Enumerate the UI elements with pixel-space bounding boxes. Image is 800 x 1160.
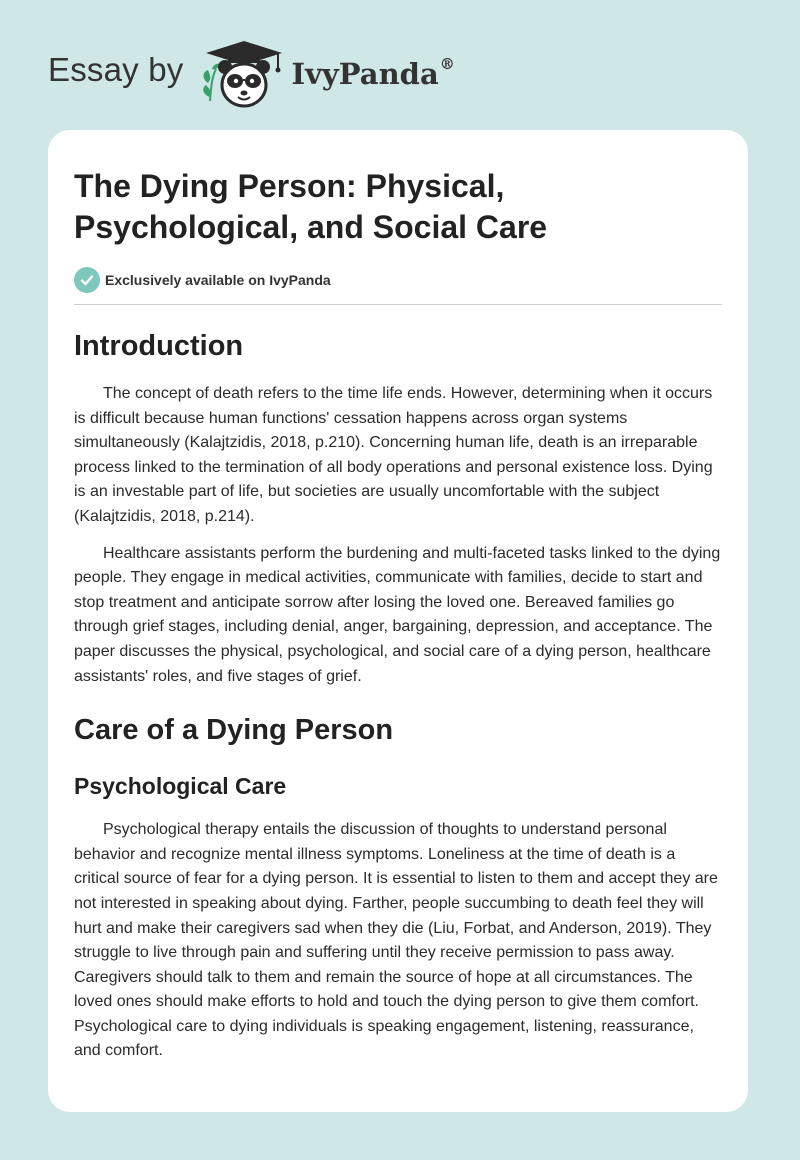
paragraph: Psychological therapy entails the discussion of thoughts to understand personal behavior and recognize mental illness symptoms. Loneliness at the time of death is a critical source of fear for a dying person. It is essential to listen to them and accept they are not interested in speaking about dying. Farther, people succumbing to death feel they will hurt and make their caregivers sad when they die (Liu, Forbat, and Anderson, 2019). They struggle to live through pain and suffering until they receive permission to pass away. Caregivers should talk to them and remain the source of hope at all circumstances. The loved ones should make efforts to hold and touch the dying person to give them comfort. Psychological care to dying individuals is speaking engagement, listening, reassurance, and comfort. bbox=[74, 821, 718, 1060]
exclusive-label: Exclusively available on IvyPanda bbox=[105, 272, 331, 288]
section-heading-introduction: Introduction bbox=[74, 330, 244, 362]
brand-name-text: IvyPanda bbox=[291, 57, 439, 91]
essay-by-label: Essay by bbox=[48, 51, 184, 88]
subsection-heading-psychological-care: Psychological Care bbox=[74, 773, 287, 800]
paragraph: The concept of death refers to the time life ends. However, determining when it occurs is difficult because human functions' cessation happens across organ systems simultaneously (Kalajtzidis, 2018, p.210). Concerning human life, death is an irreparable process linked to the termination of all body operations and personal existence loss. Dying is an investable part of life, but societies are usually uncomfortable with the subject (Kalajtzidis, 2018, p.214). bbox=[74, 385, 713, 525]
section-heading-care: Care of a Dying Person bbox=[74, 714, 394, 747]
site-header bbox=[48, 38, 455, 112]
page-title: The Dying Person: Physical, Psychological, and Social Care bbox=[74, 168, 548, 245]
paragraph: Healthcare assistants perform the burdening and multi-faceted tasks linked to the dying people. They engage in medical activities, communicate with families, decide to start and stop treatment and anticipate sorrow after losing the loved one. Bereaved families go through grief stages, including denial, anger, bargaining, depression, and acceptance. The paper discusses the physical, psychological, and social care of a dying person, healthcare assistants' roles, and five stages of grief. bbox=[74, 544, 721, 685]
ivypanda-logo-icon[interactable] bbox=[198, 39, 286, 111]
registered-mark: ® bbox=[439, 55, 455, 73]
exclusive-notice bbox=[74, 266, 722, 294]
check-icon bbox=[74, 267, 100, 293]
brand-name[interactable] bbox=[292, 57, 455, 91]
divider bbox=[74, 304, 722, 305]
essay-card bbox=[48, 130, 748, 1112]
